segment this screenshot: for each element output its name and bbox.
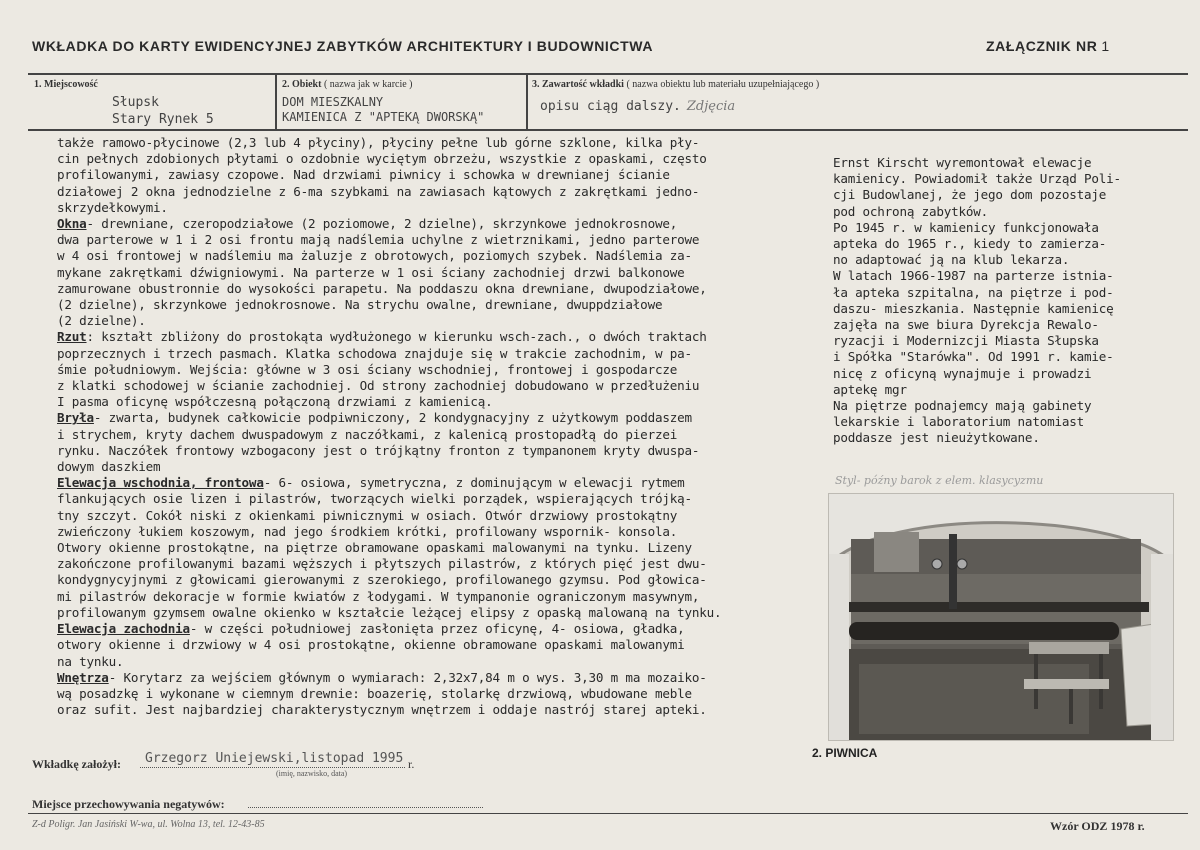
floor-light xyxy=(859,664,1089,734)
locality-label: 1. Miejscowość xyxy=(34,79,98,90)
founded-label: Wkładkę założył: xyxy=(32,757,121,771)
content-label-text: 3. Zawartość wkładki xyxy=(532,79,624,90)
founded-value: Grzegorz Uniejewski,listopad 1995 xyxy=(145,751,404,766)
annex-label xyxy=(986,38,1110,54)
content-label-note: ( nazwa obiektu lub materiału uzupełniającego ) xyxy=(626,79,820,90)
bryla-text: - zwarta, budynek całkowicie podpiwniczony, 2 kondygnacyjny z użytkowym poddaszem i strychem, kryty dachem dwuspadowym z naczółkami, z kalenicą prostopadłą do pierzei rynku. Naczółek frontowy wzbogacony jest o trójkątny fronton z tympanonem kryty dwuspa- dowym daszkiem xyxy=(57,410,700,475)
printer-imprint: Z-d Poligr. Jan Jasiński W-wa, ul. Wolna 13, tel. 12-43-85 xyxy=(32,819,265,830)
east-elevation-text: - 6- osiowa, symetryczna, z dominującym w elewacji rytmem flankujących osie lizen i pilastrów, tworzących wielki porządek, wspierających trójką- tny szczyt. Cokół niski z okienkami piwnicznymi w osiach. Otwór drzwiowy prostokątny zwieńczony łukiem koszowym, nad jego środkiem krótki, profilowany wspornik- konsola. Otwory okienne prostokątne, na piętrze obramowane opaskami malowanymi na tynku. Lizeny zakończone profilowanymi bazami węższych i płytszych pilastrów, z których pięć jest dwu- kondygnycyjnymi z głowicami gierowanymi z szerokiego, profilowanego gzymsu. Pod głowica- mi pilastrów dekoracje w formie kwiatów z łodygami. W tympanonie ograniczonym masywnym, profilowanym gzymsem owalne okienko w kształcie leżącej elipsy z opaską malowaną na tynku. xyxy=(57,475,722,620)
content-typed: opisu ciąg dalszy. xyxy=(540,99,681,114)
west-elevation-text: - w części południowej zasłonięta przez oficynę, 4- osiowa, gładka, otwory okienne i drzwiowy w 4 osi prostokątne, okienne obramowane opaskami malowanymi na tynku. xyxy=(57,621,685,669)
table-top xyxy=(1029,642,1109,654)
pipe-vertical xyxy=(949,534,957,609)
form-code: Wzór ODZ 1978 r. xyxy=(1050,819,1145,833)
founded-note: (imię, nazwisko, data) xyxy=(276,769,348,778)
object-line-2: KAMIENICA Z "APTEKĄ DWORSKĄ" xyxy=(282,110,485,124)
cellar-photo xyxy=(828,493,1174,741)
footer-rule xyxy=(28,813,1188,814)
locality-city: Słupsk xyxy=(112,95,159,110)
rzut-text: : kształt zbliżony do prostokąta wydłużonego w kierunku wsch-zach., o dwóch traktach poprzecznych i trzech pasmach. Klatka schodowa znajduje się w trakcie zachodnim, w pa- śmie południowym. Wejścia: główne w 3 osi ściany wschodniej, frontowej i gospodarcze z klatki schodowej w ścianie zachodniej. Od strony zachodniej dobudowano w przedłużeniu I pasma oficynę współczesną połączoną drzwiami z kamienicą. xyxy=(57,329,707,410)
locality-value xyxy=(112,94,214,128)
object-label-text: 2. Obiekt xyxy=(282,79,322,90)
object-line-1: DOM MIESZKALNY xyxy=(282,95,384,109)
top-rule xyxy=(28,73,1188,75)
content-label xyxy=(532,79,819,90)
founded-dotted-line xyxy=(140,767,405,768)
west-elevation-heading: Elewacja zachodnia xyxy=(57,621,190,637)
okna-text: - drewniane, czeropodziałowe (2 poziomowe, 2 dzielne), skrzynkowe jednokrosnowe, dwa parterowe w 1 i 2 osi frontu mają nadślemia uchylne z wietrznikami, jedno parterowe w 4 osi frontowej w nadślemiu ma żaluzje z obrotowych, poziomych szybek. Nadślemia za- mykane zakrętkami dźwigniowymi. Na parterze w 1 osi ściany zachodniej drzwi balkonowe zamurowane obustronnie do wysokości parapetu. Na poddaszu okna drewniane, dwupodziałowe, (2 dzielne), skrzynkowe jednokrosnowe. Na strychu owalne, drewniane, dwuppdziałowe (2 dzielne). xyxy=(57,216,707,329)
object-label-note: ( nazwa jak w karcie ) xyxy=(323,79,413,90)
interiors-heading: Wnętrza xyxy=(57,669,109,685)
east-elevation-heading: Elewacja wschodnia, frontowa xyxy=(57,475,264,491)
bench-top xyxy=(1024,679,1109,689)
description-side: Ernst Kirscht wyremontował elewacje kamienicy. Powiadomił także Urząd Poli- cji Budowlanej, że jego dom pozostaje pod ochroną zabytków. Po 1945 r. w kamienicy funkcjonowała apteka do 1965 r., kiedy to zamierza- no adaptować ją na klub lekarza. W latach 1966-1987 na parterze istnia- ła apteka szpitalna, na piętrze i pod- daszu- mieszkania. Następnie kamienicę zajęła na swe biura Dyrekcja Rewalo- ryzacji i Modernizcji Miasta Słupska i Spółka "Starówka". Od 1991 r. kamie- nicę z oficyną wynajmuje i prowadzi aptekę mgr Na piętrze podnajemcy mają gabinety lekarskie i laboratorium natomiast poddasze jest nieużytkowane. xyxy=(833,155,1121,446)
content-value xyxy=(540,99,735,114)
object-value xyxy=(282,95,484,125)
interiors-text: - Korytarz za wejściem głównym o wymiarach: 2,32x7,84 m o wys. 3,30 m ma mozaiko- wą posadzkę i wykonane w ciemnym drewnie: boazerię, stolarkę drzwiową, wbudowane meble oraz sufit. Jest najbardziej charakterystycznym wnętrzem i oddaje nastrój starej apteki. xyxy=(57,669,707,718)
pipe-horizontal-1 xyxy=(849,602,1149,612)
style-handwritten-note: Styl- późny barok z elem. klasycyzmu xyxy=(835,474,1044,487)
okna-heading: Okna xyxy=(57,216,87,232)
wall-cabinet xyxy=(874,532,919,572)
description-main xyxy=(57,135,817,718)
gauge-2 xyxy=(957,559,967,569)
rzut-heading: Rzut xyxy=(57,329,87,345)
cellar-photo-drawing xyxy=(829,494,1173,740)
annex-label-text: ZAŁĄCZNIK NR xyxy=(986,38,1098,54)
founded-suffix: r. xyxy=(408,757,415,771)
gauge-1 xyxy=(932,559,942,569)
bench-leg xyxy=(1069,689,1073,724)
field-divider-2 xyxy=(526,73,528,130)
object-label xyxy=(282,79,413,90)
left-pillar xyxy=(829,554,849,740)
photo-caption: 2. PIWNICA xyxy=(812,746,878,760)
negatives-label: Miejsce przechowywania negatywów: xyxy=(32,797,225,811)
annex-number: 1 xyxy=(1101,38,1110,54)
locality-address: Stary Rynek 5 xyxy=(112,112,214,127)
intro-text: także ramowo-płycinowe (2,3 lub 4 płyciny), płyciny pełne lub górne szklone, kilka pły- cin pełnych zdobionych płytami o ozdobnie wyciętym obrzeżu, wszystkie z opaskami, często profilowanymi, zawiasy czopowe. Nad drzwiami piwnicy i schowka w drewnianej ścianie działowej 2 okna jednodzielne z 6-ma szybkami na zawiasach kątowych z zakrętkami jedno- skrzydełkowymi. xyxy=(57,135,707,215)
negatives-dotted-line xyxy=(248,807,483,808)
pipe-horizontal-2 xyxy=(849,622,1119,640)
fields-bottom-rule xyxy=(28,129,1188,131)
card-title: WKŁADKA DO KARTY EWIDENCYJNEJ ZABYTKÓW ARCHITEKTURY I BUDOWNICTWA xyxy=(32,38,654,54)
bryla-heading: Bryła xyxy=(57,410,94,426)
right-pillar xyxy=(1151,554,1173,740)
content-handwritten: Zdjęcia xyxy=(686,99,736,114)
field-divider-1 xyxy=(275,73,277,130)
